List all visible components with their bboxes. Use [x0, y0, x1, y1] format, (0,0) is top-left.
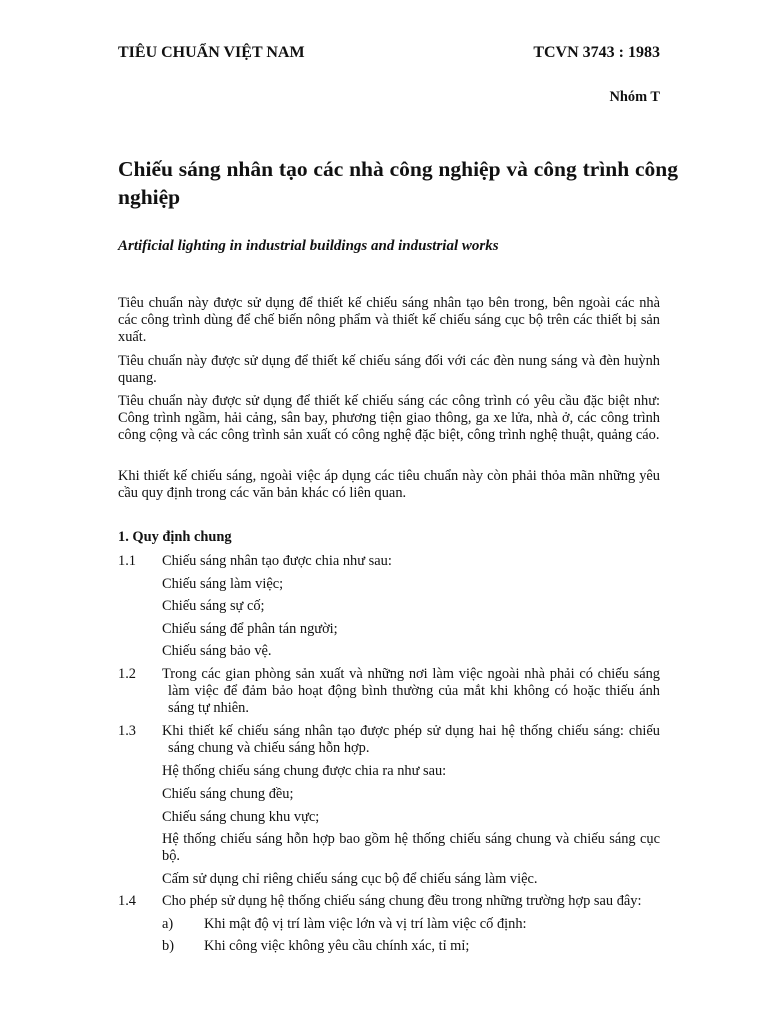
list-item: Chiếu sáng chung khu vực; — [162, 809, 320, 825]
clause-number: 1.4 — [118, 893, 136, 909]
intro-paragraph: Tiêu chuẩn này được sử dụng để thiết kế chiếu sáng các công trình có yêu cầu đặc biệt như: Công trình ngầm, hải cảng, sân bay, phương tiện giao thông, ga xe lửa, nhà ở, các công trình công cộng và các công trình sản xuất có công nghệ đặc biệt, công trình nghệ thuật, quảng cáo. — [118, 393, 660, 443]
list-item: Chiếu sáng bảo vệ. — [162, 643, 272, 659]
list-label: a) — [162, 916, 174, 932]
list-item: Hệ thống chiếu sáng chung được chia ra như sau: — [162, 763, 447, 779]
clause-number: 1.2 — [118, 666, 136, 682]
clause-text: Khi thiết kế chiếu sáng nhân tạo được phép sử dụng hai hệ thống chiếu sáng: chiếu — [162, 723, 660, 739]
clause-number: 1.1 — [118, 553, 136, 569]
group-label: Nhóm T — [609, 89, 660, 105]
clause-number: 1.3 — [118, 723, 136, 739]
section-heading: 1. Quy định chung — [118, 529, 232, 545]
list-item: Khi mật độ vị trí làm việc lớn và vị trí làm việc cố định: — [204, 916, 527, 932]
list-label: b) — [162, 938, 174, 954]
intro-paragraph: Tiêu chuẩn này được sử dụng để thiết kế chiếu sáng đối với các đèn nung sáng và đèn huỳnh quang. — [118, 353, 660, 386]
clause-text: Hệ thống chiếu sáng hỗn hợp bao gồm hệ thống chiếu sáng chung và chiếu sáng cục bộ. — [162, 831, 660, 864]
clause-text: Cho phép sử dụng hệ thống chiếu sáng chung đều trong những trường hợp sau đây: — [162, 893, 642, 909]
list-item: Khi công việc không yêu cầu chính xác, tỉ mỉ; — [204, 938, 470, 954]
clause-text: Trong các gian phòng sản xuất và những nơi làm việc ngoài nhà phải có chiếu sáng — [162, 666, 660, 682]
list-item: Chiếu sáng chung đều; — [162, 786, 294, 802]
clause-text: sáng chung và chiếu sáng hỗn hợp. — [168, 740, 370, 756]
standard-name: TIÊU CHUẨN VIỆT NAM — [118, 44, 305, 61]
list-item: Chiếu sáng sự cố; — [162, 598, 265, 614]
intro-paragraph: Khi thiết kế chiếu sáng, ngoài việc áp dụng các tiêu chuẩn này còn phải thỏa mãn những yêu cầu quy định trong các văn bản khác có liên quan. — [118, 468, 660, 501]
page-title: Chiếu sáng nhân tạo các nhà công nghiệp và công trình công nghiệp — [118, 157, 678, 209]
page-subtitle: Artificial lighting in industrial buildings and industrial works — [118, 238, 499, 254]
list-item: Chiếu sáng làm việc; — [162, 576, 284, 592]
list-item: Chiếu sáng để phân tán người; — [162, 621, 338, 637]
standard-code: TCVN 3743 : 1983 — [533, 44, 660, 61]
clause-text: Cấm sử dụng chỉ riêng chiếu sáng cục bộ để chiếu sáng làm việc. — [162, 871, 538, 887]
clause-text: làm việc để đảm bảo hoạt động bình thường của mắt khi không có hoặc thiếu ánh sáng tự nhiên. — [168, 683, 660, 716]
clause-text: Chiếu sáng nhân tạo được chia như sau: — [162, 553, 392, 569]
intro-paragraph: Tiêu chuẩn này được sử dụng để thiết kế chiếu sáng nhân tạo bên trong, bên ngoài các nhà các công trình dùng để chế biến nông phẩm và thiết kế chiếu sáng cục bộ trên các thiết bị sản xuất. — [118, 295, 660, 345]
